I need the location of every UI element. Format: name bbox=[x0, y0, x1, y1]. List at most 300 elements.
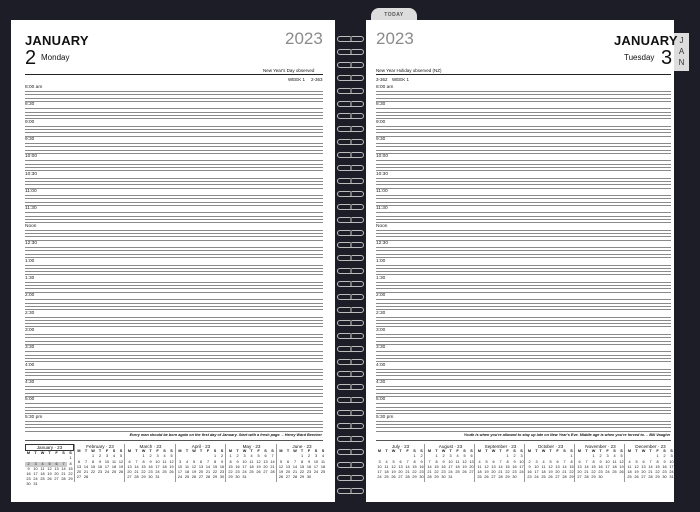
calendar-day[interactable]: 27 bbox=[263, 470, 268, 475]
calendar-day[interactable] bbox=[454, 475, 461, 480]
calendar-day[interactable]: 16 bbox=[97, 464, 103, 469]
calendar-day[interactable]: 9 bbox=[27, 466, 30, 471]
calendar-day[interactable]: 24 bbox=[519, 470, 524, 475]
calendar-day[interactable]: 23 bbox=[527, 475, 532, 480]
calendar-day[interactable]: 13 bbox=[198, 464, 204, 469]
calendar-day[interactable]: 20 bbox=[469, 464, 474, 469]
calendar-day[interactable]: 16 bbox=[306, 464, 312, 469]
calendar-day[interactable]: 12 bbox=[169, 459, 174, 464]
calendar-day[interactable]: 19 bbox=[47, 472, 52, 477]
calendar-day[interactable]: 14 bbox=[205, 464, 211, 469]
calendar-day[interactable]: 27 bbox=[76, 475, 82, 480]
calendar-day[interactable]: 11 bbox=[249, 459, 254, 464]
calendar-day[interactable]: 3 bbox=[670, 454, 673, 459]
calendar-day[interactable]: 11 bbox=[612, 459, 617, 464]
calendar-day[interactable]: 25 bbox=[320, 470, 326, 475]
calendar-day[interactable] bbox=[104, 475, 111, 480]
calendar-day[interactable]: 20 bbox=[491, 470, 496, 475]
calendar-day[interactable] bbox=[90, 475, 97, 480]
calendar-day[interactable]: 2 bbox=[513, 454, 516, 459]
calendar-day[interactable]: 13 bbox=[285, 464, 291, 469]
calendar-day[interactable]: 8 bbox=[69, 461, 72, 466]
calendar-day[interactable]: 6 bbox=[128, 459, 131, 464]
calendar-day[interactable]: 13 bbox=[263, 459, 268, 464]
calendar-day[interactable] bbox=[320, 475, 327, 480]
calendar-day[interactable] bbox=[604, 475, 611, 480]
calendar-day[interactable]: 1 bbox=[91, 454, 95, 459]
calendar-day[interactable]: 13 bbox=[577, 464, 582, 469]
calendar-day[interactable]: 12 bbox=[256, 459, 261, 464]
calendar-day[interactable]: 5 bbox=[620, 454, 623, 459]
calendar-day[interactable]: 29 bbox=[434, 475, 439, 480]
calendar-day[interactable]: 23 bbox=[26, 477, 31, 482]
calendar-day[interactable]: 9 bbox=[442, 459, 445, 464]
calendar-day[interactable]: 26 bbox=[484, 475, 489, 480]
calendar-day[interactable] bbox=[248, 475, 255, 480]
calendar-day[interactable]: 21 bbox=[584, 470, 589, 475]
calendar-day[interactable]: 6 bbox=[642, 459, 645, 464]
calendar-day[interactable]: 31 bbox=[242, 475, 247, 480]
calendar-day[interactable]: 3 bbox=[535, 459, 538, 464]
calendar-day[interactable]: 6 bbox=[264, 454, 267, 459]
calendar-day[interactable]: 15 bbox=[212, 464, 218, 469]
calendar-day[interactable]: 16 bbox=[662, 464, 667, 469]
calendar-day[interactable]: 25 bbox=[477, 475, 482, 480]
calendar-day[interactable]: 23 bbox=[148, 470, 153, 475]
calendar-day[interactable]: 17 bbox=[155, 464, 160, 469]
calendar-day[interactable]: 19 bbox=[548, 470, 553, 475]
calendar-day[interactable]: 16 bbox=[512, 464, 517, 469]
calendar-day[interactable]: 29 bbox=[655, 475, 660, 480]
calendar-day[interactable]: 3 bbox=[243, 454, 246, 459]
calendar-day[interactable]: 27 bbox=[577, 475, 582, 480]
calendar-day[interactable]: 18 bbox=[40, 472, 45, 477]
calendar-day[interactable]: 21 bbox=[270, 464, 275, 469]
calendar-day[interactable]: 20 bbox=[198, 470, 204, 475]
calendar-day[interactable]: 14 bbox=[648, 464, 653, 469]
calendar-day[interactable]: 12 bbox=[619, 459, 624, 464]
calendar-day[interactable]: 19 bbox=[256, 464, 261, 469]
calendar-day[interactable]: 1 bbox=[413, 454, 416, 459]
calendar-day[interactable]: 12 bbox=[191, 464, 197, 469]
calendar-day[interactable]: 8 bbox=[570, 459, 573, 464]
calendar-day[interactable]: 2 bbox=[528, 459, 531, 464]
calendar-day[interactable]: 13 bbox=[54, 466, 59, 471]
calendar-day[interactable]: 15 bbox=[569, 464, 574, 469]
calendar-day[interactable]: 25 bbox=[111, 470, 117, 475]
calendar-day[interactable]: 20 bbox=[577, 470, 582, 475]
calendar-day[interactable]: 1 bbox=[656, 454, 659, 459]
calendar-day[interactable]: 26 bbox=[47, 477, 52, 482]
calendar-day[interactable]: 9 bbox=[98, 459, 102, 464]
calendar-day[interactable]: 19 bbox=[169, 464, 174, 469]
calendar-day[interactable]: 2 bbox=[98, 454, 102, 459]
calendar-day[interactable]: 30 bbox=[662, 475, 667, 480]
calendar-day[interactable] bbox=[67, 482, 74, 487]
calendar-day[interactable]: 29 bbox=[569, 475, 574, 480]
calendar-day[interactable]: 29 bbox=[228, 475, 233, 480]
calendar-day[interactable]: 24 bbox=[242, 470, 247, 475]
calendar-day[interactable]: 26 bbox=[118, 470, 124, 475]
calendar-day[interactable]: 1 bbox=[435, 454, 438, 459]
calendar-day[interactable]: 9 bbox=[220, 459, 224, 464]
calendar-day[interactable] bbox=[97, 475, 104, 480]
calendar-day[interactable]: 17 bbox=[242, 464, 247, 469]
calendar-day[interactable]: 22 bbox=[434, 470, 439, 475]
calendar-day[interactable]: 25 bbox=[541, 475, 546, 480]
calendar-day[interactable]: 21 bbox=[498, 470, 503, 475]
calendar-day[interactable]: 28 bbox=[584, 475, 589, 480]
calendar-day[interactable]: 11 bbox=[162, 459, 167, 464]
calendar-day[interactable] bbox=[255, 475, 262, 480]
calendar-day[interactable]: 27 bbox=[469, 470, 474, 475]
calendar-day[interactable]: 22 bbox=[412, 470, 417, 475]
calendar-day[interactable]: 22 bbox=[228, 470, 233, 475]
calendar-day[interactable]: 10 bbox=[104, 459, 110, 464]
calendar-day[interactable]: 13 bbox=[127, 464, 132, 469]
calendar-day[interactable]: 12 bbox=[278, 464, 284, 469]
calendar-day[interactable]: 25 bbox=[162, 470, 167, 475]
calendar-day[interactable]: 11 bbox=[40, 466, 45, 471]
calendar-day[interactable]: 4 bbox=[250, 454, 253, 459]
calendar-day[interactable]: 6 bbox=[492, 459, 495, 464]
calendar-day[interactable]: 20 bbox=[285, 470, 291, 475]
calendar-day[interactable]: 23 bbox=[306, 470, 312, 475]
calendar-day[interactable]: 15 bbox=[68, 466, 73, 471]
calendar-day[interactable]: 7 bbox=[499, 459, 502, 464]
calendar-day[interactable]: 25 bbox=[184, 475, 190, 480]
calendar-day[interactable]: 30 bbox=[419, 475, 424, 480]
calendar-day[interactable]: 26 bbox=[191, 475, 197, 480]
calendar-day[interactable]: 14 bbox=[427, 464, 432, 469]
calendar-day[interactable]: 29 bbox=[141, 475, 146, 480]
calendar-day[interactable]: 27 bbox=[54, 477, 59, 482]
calendar-day[interactable]: 15 bbox=[655, 464, 660, 469]
calendar-day[interactable]: 26 bbox=[391, 475, 396, 480]
calendar-day[interactable]: 9 bbox=[513, 459, 516, 464]
calendar-day[interactable]: 7 bbox=[428, 459, 431, 464]
calendar-day[interactable]: 3 bbox=[156, 454, 159, 459]
calendar-day[interactable] bbox=[46, 482, 53, 487]
calendar-day[interactable]: 3 bbox=[606, 454, 609, 459]
calendar-day[interactable]: 26 bbox=[256, 470, 261, 475]
calendar-day[interactable]: 6 bbox=[199, 459, 203, 464]
calendar-day[interactable]: 2 bbox=[663, 454, 666, 459]
calendar-day[interactable]: 4 bbox=[185, 459, 189, 464]
mini-calendar[interactable] bbox=[626, 444, 675, 480]
calendar-day[interactable]: 4 bbox=[385, 459, 388, 464]
calendar-day[interactable]: 13 bbox=[398, 464, 403, 469]
calendar-day[interactable]: 25 bbox=[455, 470, 460, 475]
calendar-day[interactable]: 30 bbox=[219, 475, 225, 480]
calendar-day[interactable]: 22 bbox=[299, 470, 305, 475]
calendar-day[interactable]: 19 bbox=[191, 470, 197, 475]
calendar-day[interactable]: 18 bbox=[612, 464, 617, 469]
calendar-day[interactable]: 7 bbox=[649, 459, 652, 464]
calendar-day[interactable]: 5 bbox=[549, 459, 552, 464]
calendar-day[interactable]: 30 bbox=[148, 475, 153, 480]
calendar-day[interactable]: 5 bbox=[119, 454, 123, 459]
calendar-day[interactable]: 17 bbox=[605, 464, 610, 469]
calendar-day[interactable]: 26 bbox=[548, 475, 553, 480]
calendar-day[interactable]: 10 bbox=[33, 466, 38, 471]
calendar-day[interactable]: 10 bbox=[605, 459, 610, 464]
calendar-day[interactable]: 23 bbox=[419, 470, 424, 475]
mini-calendar[interactable] bbox=[76, 444, 125, 480]
calendar-day[interactable]: 21 bbox=[405, 470, 410, 475]
calendar-day[interactable]: 11 bbox=[112, 459, 116, 464]
calendar-day[interactable]: 20 bbox=[555, 470, 560, 475]
calendar-day[interactable]: 8 bbox=[229, 459, 232, 464]
calendar-day[interactable]: 6 bbox=[77, 459, 81, 464]
calendar-day[interactable]: 9 bbox=[420, 459, 423, 464]
calendar-day[interactable]: 8 bbox=[213, 459, 217, 464]
calendar-day[interactable]: 2 bbox=[307, 454, 311, 459]
calendar-day[interactable]: 15 bbox=[299, 464, 305, 469]
calendar-day[interactable]: 9 bbox=[307, 459, 311, 464]
calendar-day[interactable]: 20 bbox=[54, 472, 59, 477]
calendar-day[interactable]: 1 bbox=[229, 454, 232, 459]
calendar-day[interactable]: 10 bbox=[519, 459, 524, 464]
calendar-day[interactable]: 23 bbox=[598, 470, 603, 475]
calendar-day[interactable]: 26 bbox=[278, 475, 284, 480]
mini-calendar[interactable] bbox=[426, 444, 475, 480]
calendar-day[interactable]: 18 bbox=[320, 464, 326, 469]
calendar-day[interactable]: 5 bbox=[635, 459, 638, 464]
calendar-day[interactable]: 28 bbox=[498, 475, 503, 480]
calendar-day[interactable]: 27 bbox=[285, 475, 291, 480]
calendar-day[interactable]: 11 bbox=[455, 459, 460, 464]
calendar-day[interactable]: 24 bbox=[313, 470, 319, 475]
calendar-day[interactable]: 28 bbox=[427, 475, 432, 480]
calendar-day[interactable]: 16 bbox=[235, 464, 240, 469]
calendar-day[interactable]: 23 bbox=[512, 470, 517, 475]
calendar-day[interactable]: 20 bbox=[127, 470, 132, 475]
calendar-day[interactable]: 17 bbox=[313, 464, 319, 469]
calendar-day[interactable]: 3 bbox=[105, 454, 109, 459]
calendar-day[interactable] bbox=[611, 475, 618, 480]
calendar-day[interactable]: 6 bbox=[470, 454, 473, 459]
mini-calendar[interactable] bbox=[227, 444, 276, 480]
calendar-day[interactable]: 10 bbox=[313, 459, 319, 464]
calendar-day[interactable]: 8 bbox=[300, 459, 304, 464]
calendar-day[interactable]: 23 bbox=[441, 470, 446, 475]
calendar-day[interactable]: 24 bbox=[177, 475, 183, 480]
calendar-day[interactable]: 24 bbox=[605, 470, 610, 475]
calendar-day[interactable]: 13 bbox=[555, 464, 560, 469]
calendar-day[interactable]: 27 bbox=[555, 475, 560, 480]
calendar-day[interactable]: 3 bbox=[32, 462, 39, 467]
calendar-day[interactable]: 8 bbox=[435, 459, 438, 464]
calendar-day[interactable]: 12 bbox=[118, 459, 124, 464]
calendar-day[interactable]: 14 bbox=[584, 464, 589, 469]
calendar-day[interactable]: 9 bbox=[663, 459, 666, 464]
calendar-day[interactable]: 13 bbox=[76, 464, 82, 469]
calendar-day[interactable]: 28 bbox=[292, 475, 298, 480]
mini-calendar[interactable] bbox=[576, 444, 625, 480]
calendar-day[interactable] bbox=[161, 475, 168, 480]
calendar-day[interactable]: 11 bbox=[384, 464, 389, 469]
calendar-day[interactable]: 14 bbox=[562, 464, 567, 469]
calendar-day[interactable]: 29 bbox=[412, 475, 417, 480]
calendar-day[interactable]: 19 bbox=[391, 470, 396, 475]
calendar-day[interactable]: 5 bbox=[485, 459, 488, 464]
calendar-day[interactable]: 21 bbox=[205, 470, 211, 475]
mini-calendar[interactable] bbox=[376, 444, 425, 480]
calendar-day[interactable]: 7 bbox=[563, 459, 566, 464]
calendar-day[interactable]: 15 bbox=[591, 464, 596, 469]
calendar-day[interactable] bbox=[53, 482, 60, 487]
calendar-day[interactable]: 28 bbox=[61, 477, 66, 482]
calendar-day[interactable]: 19 bbox=[118, 464, 124, 469]
calendar-day[interactable]: 10 bbox=[177, 464, 183, 469]
calendar-day[interactable]: 29 bbox=[505, 475, 510, 480]
calendar-day[interactable]: 27 bbox=[127, 475, 132, 480]
calendar-day[interactable]: 2 bbox=[220, 454, 224, 459]
calendar-day[interactable]: 25 bbox=[384, 475, 389, 480]
calendar-day[interactable]: 6 bbox=[578, 459, 581, 464]
calendar-day[interactable]: 18 bbox=[455, 464, 460, 469]
calendar-day[interactable]: 10 bbox=[448, 459, 453, 464]
calendar-day[interactable]: 22 bbox=[68, 472, 73, 477]
calendar-day[interactable]: 30 bbox=[26, 482, 31, 487]
calendar-day[interactable]: 4 bbox=[321, 454, 325, 459]
calendar-day[interactable]: 13 bbox=[491, 464, 496, 469]
calendar-day[interactable]: 9 bbox=[149, 459, 152, 464]
calendar-day[interactable]: 28 bbox=[562, 475, 567, 480]
calendar-day[interactable]: 17 bbox=[669, 464, 674, 469]
calendar-day[interactable]: 23 bbox=[662, 470, 667, 475]
calendar-day[interactable]: 2 bbox=[442, 454, 445, 459]
calendar-day[interactable]: 22 bbox=[212, 470, 218, 475]
calendar-day[interactable]: 21 bbox=[292, 470, 298, 475]
calendar-day[interactable]: 8 bbox=[656, 459, 659, 464]
calendar-day[interactable]: 10 bbox=[242, 459, 247, 464]
calendar-day[interactable]: 22 bbox=[655, 470, 660, 475]
calendar-day[interactable]: 5 bbox=[46, 462, 53, 467]
calendar-day[interactable]: 14 bbox=[498, 464, 503, 469]
calendar-day[interactable]: 28 bbox=[648, 475, 653, 480]
calendar-day[interactable]: 7 bbox=[60, 462, 67, 467]
calendar-day[interactable]: 31 bbox=[155, 475, 160, 480]
calendar-day[interactable]: 25 bbox=[627, 475, 632, 480]
calendar-day[interactable]: 24 bbox=[669, 470, 674, 475]
calendar-day[interactable]: 16 bbox=[148, 464, 153, 469]
calendar-day[interactable]: 15 bbox=[228, 464, 233, 469]
calendar-day[interactable]: 14 bbox=[405, 464, 410, 469]
calendar-day[interactable]: 26 bbox=[634, 475, 639, 480]
calendar-day[interactable] bbox=[313, 475, 320, 480]
calendar-day[interactable]: 4 bbox=[628, 459, 631, 464]
calendar-day[interactable]: 15 bbox=[90, 464, 96, 469]
calendar-day[interactable] bbox=[60, 482, 67, 487]
calendar-day[interactable]: 27 bbox=[491, 475, 496, 480]
calendar-day[interactable]: 17 bbox=[104, 464, 110, 469]
calendar-day[interactable]: 4 bbox=[456, 454, 459, 459]
calendar-day[interactable]: 5 bbox=[279, 459, 283, 464]
calendar-day[interactable]: 17 bbox=[377, 470, 382, 475]
calendar-day[interactable]: 14 bbox=[134, 464, 139, 469]
calendar-day[interactable]: 7 bbox=[135, 459, 138, 464]
calendar-day[interactable]: 24 bbox=[33, 477, 38, 482]
calendar-day[interactable]: 4 bbox=[478, 459, 481, 464]
calendar-day[interactable]: 23 bbox=[219, 470, 225, 475]
calendar-day[interactable]: 1 bbox=[213, 454, 217, 459]
calendar-day[interactable]: 15 bbox=[434, 464, 439, 469]
calendar-day[interactable]: 11 bbox=[185, 464, 189, 469]
calendar-day[interactable]: 14 bbox=[292, 464, 298, 469]
calendar-day[interactable]: 7 bbox=[206, 459, 210, 464]
calendar-day[interactable]: 22 bbox=[90, 470, 96, 475]
calendar-day[interactable]: 1 bbox=[506, 454, 509, 459]
calendar-day[interactable]: 19 bbox=[619, 464, 624, 469]
calendar-day[interactable]: 17 bbox=[177, 470, 183, 475]
calendar-day[interactable] bbox=[39, 482, 46, 487]
calendar-day[interactable]: 21 bbox=[61, 472, 66, 477]
calendar-day[interactable]: 18 bbox=[111, 464, 117, 469]
calendar-day[interactable]: 5 bbox=[170, 454, 173, 459]
calendar-day[interactable]: 25 bbox=[612, 470, 617, 475]
calendar-day[interactable]: 12 bbox=[462, 459, 467, 464]
calendar-day[interactable]: 19 bbox=[278, 470, 284, 475]
calendar-day[interactable]: 11 bbox=[477, 464, 482, 469]
calendar-day[interactable]: 8 bbox=[142, 459, 145, 464]
calendar-day[interactable]: 3 bbox=[378, 459, 381, 464]
calendar-day[interactable]: 6 bbox=[53, 462, 60, 467]
mini-calendar[interactable] bbox=[278, 444, 327, 480]
calendar-day[interactable]: 3 bbox=[520, 454, 523, 459]
calendar-day[interactable]: 16 bbox=[598, 464, 603, 469]
calendar-day[interactable]: 9 bbox=[528, 464, 531, 469]
calendar-day[interactable]: 28 bbox=[270, 470, 275, 475]
calendar-day[interactable]: 16 bbox=[26, 472, 31, 477]
calendar-day[interactable]: 2 bbox=[420, 454, 423, 459]
calendar-day[interactable]: 30 bbox=[235, 475, 240, 480]
calendar-day[interactable]: 9 bbox=[236, 459, 239, 464]
calendar-day[interactable]: 17 bbox=[534, 470, 539, 475]
calendar-day[interactable]: 19 bbox=[484, 470, 489, 475]
calendar-day[interactable]: 12 bbox=[47, 466, 52, 471]
calendar-day[interactable]: 5 bbox=[392, 459, 395, 464]
calendar-day[interactable]: 20 bbox=[398, 470, 403, 475]
calendar-day[interactable]: 27 bbox=[198, 475, 204, 480]
calendar-day[interactable]: 29 bbox=[68, 477, 73, 482]
calendar-day[interactable]: 7 bbox=[271, 454, 274, 459]
calendar-day[interactable]: 28 bbox=[134, 475, 139, 480]
calendar-day[interactable]: 31 bbox=[33, 482, 38, 487]
calendar-day[interactable]: 26 bbox=[169, 470, 174, 475]
calendar-day[interactable]: 12 bbox=[634, 464, 639, 469]
calendar-day[interactable]: 14 bbox=[61, 466, 66, 471]
calendar-day[interactable]: 4 bbox=[542, 459, 545, 464]
calendar-day[interactable]: 18 bbox=[162, 464, 167, 469]
calendar-day[interactable]: 14 bbox=[270, 459, 275, 464]
calendar-day[interactable]: 10 bbox=[669, 459, 674, 464]
calendar-day[interactable]: 1 bbox=[142, 454, 145, 459]
calendar-day[interactable]: 23 bbox=[97, 470, 103, 475]
mini-calendar[interactable] bbox=[526, 444, 575, 480]
calendar-day[interactable]: 13 bbox=[469, 459, 474, 464]
calendar-day[interactable]: 18 bbox=[477, 470, 482, 475]
calendar-day[interactable]: 6 bbox=[286, 459, 290, 464]
calendar-day[interactable]: 24 bbox=[534, 475, 539, 480]
calendar-day[interactable]: 20 bbox=[263, 464, 268, 469]
calendar-day[interactable]: 26 bbox=[619, 470, 624, 475]
calendar-day[interactable]: 22 bbox=[591, 470, 596, 475]
calendar-day[interactable]: 8 bbox=[413, 459, 416, 464]
calendar-day[interactable]: 26 bbox=[462, 470, 467, 475]
calendar-day[interactable]: 12 bbox=[391, 464, 396, 469]
